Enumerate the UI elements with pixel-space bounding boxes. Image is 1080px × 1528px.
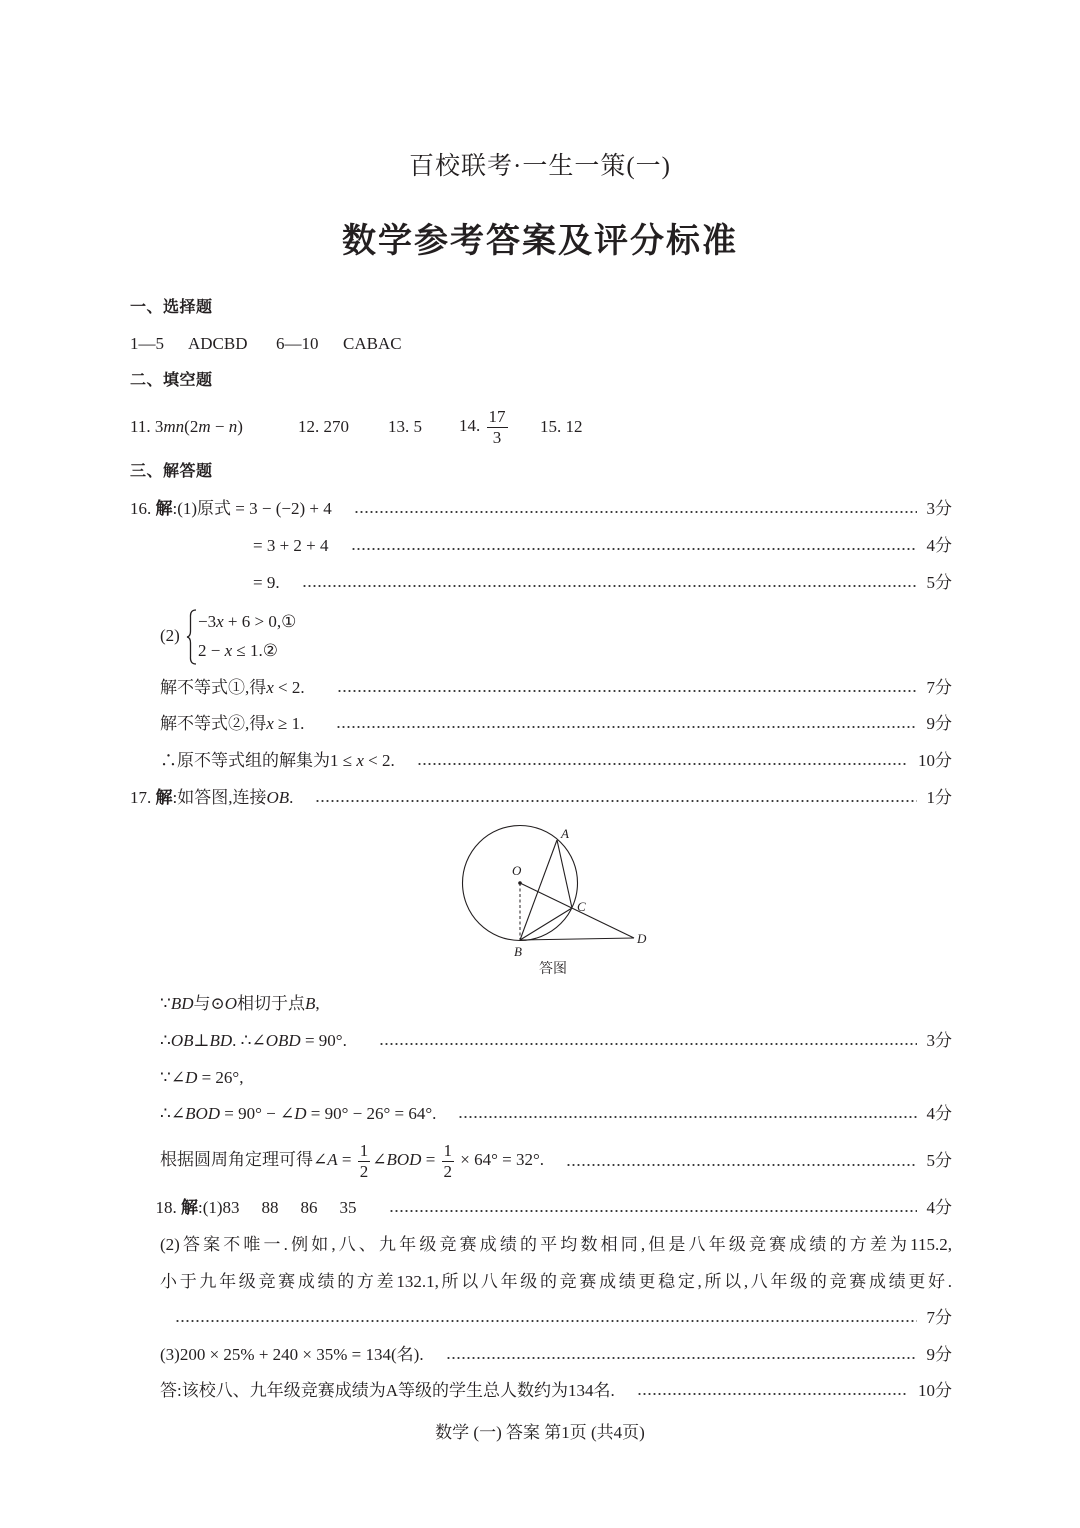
text-segment: ) bbox=[237, 417, 243, 436]
text-segment: 与⊙ bbox=[193, 994, 225, 1013]
geometry-figure bbox=[440, 815, 660, 965]
dot-leader bbox=[336, 725, 916, 729]
text-segment: 相切于点 bbox=[237, 994, 306, 1013]
text-segment: OB bbox=[170, 1031, 194, 1050]
q16-step-1 bbox=[130, 498, 952, 520]
step-text bbox=[130, 498, 332, 520]
q17-step-3 bbox=[160, 1030, 952, 1052]
text-segment: :如答图,连接 bbox=[172, 788, 267, 807]
text-segment: ⊥ bbox=[193, 1031, 210, 1050]
dot-leader bbox=[566, 1163, 916, 1167]
text-segment: = bbox=[421, 1149, 440, 1169]
fill-answer-13: 13. 5 bbox=[388, 417, 422, 436]
fill-answer-12: 12. 270 bbox=[298, 417, 349, 436]
label-o: O bbox=[512, 863, 522, 878]
step-text bbox=[160, 713, 304, 735]
score: 5分 bbox=[926, 573, 952, 592]
text-segment: x bbox=[266, 714, 274, 733]
text-segment: ≥ 1. bbox=[273, 714, 305, 733]
fraction bbox=[358, 1141, 371, 1181]
segment-ba bbox=[520, 840, 557, 940]
text-segment: ≤ 1.② bbox=[232, 641, 278, 660]
page-title: 数学参考答案及评分标准 bbox=[342, 222, 738, 260]
q16-step-2 bbox=[253, 535, 952, 557]
text-segment: 解不等式②,得 bbox=[160, 714, 267, 733]
dot-leader bbox=[351, 547, 917, 551]
dot-leader bbox=[337, 689, 917, 693]
text-segment: 14. bbox=[459, 416, 485, 435]
step-text bbox=[253, 535, 329, 557]
text-segment: 16. bbox=[130, 499, 156, 518]
text-segment: O bbox=[224, 994, 238, 1013]
text-segment: BD bbox=[170, 994, 194, 1013]
choice-range-1: 1—5 bbox=[130, 334, 164, 353]
step-text bbox=[160, 677, 305, 699]
q17-step-4 bbox=[160, 1067, 243, 1089]
score: 10分 bbox=[918, 751, 952, 770]
text-segment: BOD bbox=[386, 1149, 422, 1169]
text-segment: = 90°. bbox=[300, 1031, 347, 1050]
choice-answers-2: CABAC bbox=[343, 334, 402, 353]
dot-leader bbox=[389, 1209, 917, 1213]
score: 9分 bbox=[926, 714, 952, 733]
fraction-numerator: 1 bbox=[359, 1140, 369, 1160]
step-text bbox=[160, 1103, 436, 1125]
text-segment: 解不等式①,得 bbox=[160, 678, 267, 697]
dot-leader bbox=[302, 584, 917, 588]
text-segment: = 90° − ∠ bbox=[220, 1104, 295, 1123]
text-segment: :(1)原式 = 3 − (−2) + 4 bbox=[172, 499, 332, 518]
text-segment: OB bbox=[266, 788, 290, 807]
text-segment: mn bbox=[163, 417, 185, 436]
step-text bbox=[130, 787, 293, 809]
text-segment: ∠ bbox=[372, 1149, 387, 1169]
text-segment: 解 bbox=[181, 1198, 198, 1217]
text-segment: x bbox=[216, 612, 224, 631]
step-text bbox=[253, 572, 280, 594]
text-segment: OBD bbox=[265, 1031, 301, 1050]
section-heading-solutions: 三、解答题 bbox=[130, 463, 213, 480]
step-text bbox=[130, 1175, 357, 1241]
text-segment: D bbox=[294, 1104, 307, 1123]
page-footer: 数学 (一) 答案 第1页 (共4页) bbox=[435, 1423, 645, 1442]
score: 5分 bbox=[926, 1151, 952, 1170]
fraction-denominator: 2 bbox=[443, 1161, 453, 1181]
score: 1分 bbox=[926, 788, 952, 807]
text-segment: = bbox=[337, 1149, 356, 1169]
q18-part3 bbox=[160, 1344, 952, 1366]
text-segment: n bbox=[228, 417, 238, 436]
answer-value: 83 bbox=[222, 1198, 240, 1217]
step-text bbox=[160, 750, 395, 772]
text-segment: ∴ bbox=[160, 1031, 171, 1050]
text-segment: m bbox=[198, 417, 211, 436]
q18-part2-line-2: 小于九年级竞赛成绩的方差132.1,所以八年级的竞赛成绩更稳定,所以,八年级的竞赛成绩更好. bbox=[160, 1272, 952, 1291]
fraction-denominator: 3 bbox=[492, 427, 502, 447]
fraction-denominator: 2 bbox=[359, 1161, 369, 1181]
text-segment: < 2. bbox=[273, 678, 305, 697]
fraction bbox=[442, 1141, 455, 1181]
dot-leader bbox=[417, 762, 908, 766]
q16-part2-label: (2) bbox=[160, 626, 180, 645]
dot-leader bbox=[175, 1319, 917, 1323]
text-segment: :(1) bbox=[198, 1198, 223, 1217]
step-text bbox=[160, 1030, 347, 1052]
system-brace-icon bbox=[186, 609, 198, 665]
fill-answer-15: 15. 12 bbox=[540, 417, 583, 436]
dot-leader bbox=[446, 1356, 917, 1360]
answer-value: 86 bbox=[300, 1198, 318, 1217]
text-segment: = 90° − 26° = 64°. bbox=[306, 1104, 437, 1123]
answer-value: 35 bbox=[339, 1198, 357, 1217]
q18-part2-score-row bbox=[153, 1307, 952, 1329]
choice-range-2: 6—10 bbox=[276, 334, 319, 353]
text-segment: 根据圆周角定理可得∠ bbox=[160, 1149, 328, 1169]
section-heading-fill: 二、填空题 bbox=[130, 372, 213, 389]
text-segment: ∵∠ bbox=[160, 1068, 186, 1087]
step-prefix bbox=[156, 1198, 223, 1217]
text-segment: − bbox=[210, 417, 229, 436]
text-segment: 2 − bbox=[198, 641, 225, 660]
dot-leader bbox=[458, 1115, 916, 1119]
label-b: B bbox=[514, 944, 522, 959]
q17-step-5 bbox=[160, 1103, 952, 1125]
text-segment: 18. bbox=[155, 1198, 181, 1217]
text-segment: −3 bbox=[198, 612, 217, 631]
text-segment: B bbox=[305, 994, 316, 1013]
inequality-1 bbox=[198, 611, 296, 633]
text-segment: BD bbox=[209, 1031, 233, 1050]
score: 3分 bbox=[926, 499, 952, 518]
fill-answer-14 bbox=[459, 404, 510, 448]
q18-step-1 bbox=[130, 1197, 952, 1219]
text-segment: ∴∠ bbox=[160, 1104, 186, 1123]
score: 4分 bbox=[926, 1104, 952, 1123]
q16-step-6 bbox=[160, 750, 952, 772]
label-a: A bbox=[561, 826, 569, 841]
q16-step-4 bbox=[160, 677, 952, 699]
q17-step-1 bbox=[130, 787, 952, 809]
text-segment: × 64° = 32°. bbox=[456, 1149, 545, 1169]
label-c: C bbox=[577, 899, 586, 914]
dot-leader bbox=[637, 1392, 908, 1396]
answer-value: 88 bbox=[261, 1198, 279, 1217]
text-segment: = 9. bbox=[253, 573, 280, 592]
dot-leader bbox=[379, 1042, 917, 1046]
step-text: 答:该校八、九年级竞赛成绩为A等级的学生总人数约为134名. bbox=[160, 1381, 615, 1400]
fraction bbox=[487, 407, 508, 447]
center-point bbox=[518, 881, 522, 885]
text-segment: D bbox=[185, 1068, 198, 1087]
text-segment: . bbox=[289, 788, 294, 807]
fill-answer-11 bbox=[130, 416, 243, 438]
score: 4分 bbox=[926, 536, 952, 555]
inequality-2 bbox=[198, 640, 278, 662]
text-segment: ∵ bbox=[160, 994, 171, 1013]
score: 4分 bbox=[926, 1198, 952, 1217]
fraction-numerator: 1 bbox=[443, 1140, 453, 1160]
text-segment: x bbox=[356, 751, 364, 770]
text-segment: 17. bbox=[130, 788, 156, 807]
text-segment: (2 bbox=[184, 417, 199, 436]
score: 7分 bbox=[926, 678, 952, 697]
q16-step-5 bbox=[160, 713, 952, 735]
q17-step-2 bbox=[160, 993, 320, 1015]
text-segment: , bbox=[315, 994, 320, 1013]
text-segment: x bbox=[266, 678, 274, 697]
dot-leader bbox=[315, 799, 916, 803]
q18-part2-line-1: (2)答案不唯一.例如,八、九年级竞赛成绩的平均数相同,但是八年级竞赛成绩的方差为115.2, bbox=[160, 1235, 952, 1254]
text-segment: = 3 + 2 + 4 bbox=[253, 536, 329, 555]
step-text: (3)200 × 25% + 240 × 35% = 134(名). bbox=[160, 1345, 424, 1364]
score: 9分 bbox=[926, 1345, 952, 1364]
text-segment: = 26°, bbox=[197, 1068, 244, 1087]
figure-caption: 答图 bbox=[539, 962, 567, 977]
text-segment: 解 bbox=[155, 499, 173, 518]
score: 7分 bbox=[926, 1308, 952, 1327]
text-segment: ∴原不等式组的解集为1 ≤ bbox=[160, 751, 357, 770]
q18-conclusion bbox=[160, 1380, 952, 1402]
q16-step-3 bbox=[253, 572, 952, 594]
text-segment: x bbox=[224, 641, 233, 660]
text-segment: + 6 > 0,① bbox=[223, 612, 297, 631]
label-d: D bbox=[637, 931, 647, 946]
text-segment: BOD bbox=[185, 1104, 221, 1123]
segment-bc bbox=[520, 908, 572, 940]
score: 3分 bbox=[926, 1031, 952, 1050]
text-segment: . ∴∠ bbox=[232, 1031, 266, 1050]
text-segment: < 2. bbox=[363, 751, 395, 770]
exam-series-subtitle: 百校联考·一生一策(一) bbox=[409, 153, 671, 180]
text-segment: 解 bbox=[155, 788, 173, 807]
text-segment: A bbox=[327, 1149, 338, 1169]
text-segment: 11. 3 bbox=[130, 417, 164, 436]
segment-ac bbox=[557, 840, 572, 908]
choice-answers-1: ADCBD bbox=[188, 334, 248, 353]
dot-leader bbox=[354, 510, 917, 514]
fraction-numerator: 17 bbox=[488, 407, 506, 427]
score: 10分 bbox=[918, 1381, 952, 1400]
section-heading-choice: 一、选择题 bbox=[130, 299, 213, 316]
